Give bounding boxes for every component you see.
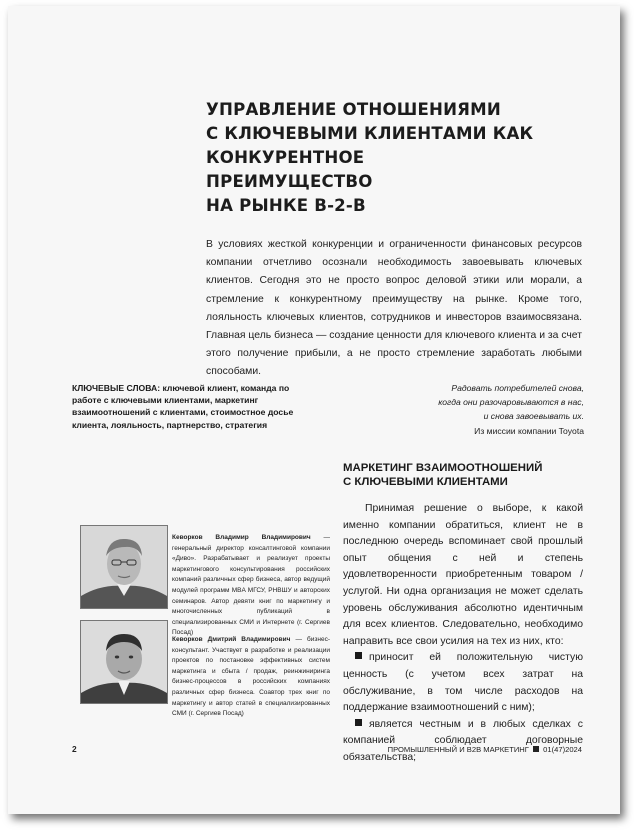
section-heading bbox=[343, 461, 583, 489]
author-description: — генеральный директор консалтинговой компании «Диво». Разрабатывает и реализует проекты маркетингового консультирования российских компаний различных сфер бизнеса, автор ведущий модулей программ MBA МГСУ, РНВШУ и авторских семинаров. Автор девяти книг по маркетингу и многочисленных публикаций в специализированных СМИ и Интернете (г. Сергиев Посад) bbox=[172, 534, 330, 637]
author-photo bbox=[80, 620, 168, 704]
title-line: НА РЫНКЕ В-2-В bbox=[206, 196, 366, 215]
author-name: Кеворков Владимир Владимирович bbox=[172, 534, 311, 541]
article-lead: В условиях жесткой конкуренции и ограниченности финансовых ресурсов компании отчетливо осознали необходимость завоевывать ключевых клиентов. Сегодня это не просто вопрос деловой этики или морали, а стремление к конкурентному преимуществу на рынке. Кроме того, лояльность ключевых клиентов, сотрудников и инвесторов взаимосвязана. Главная цель бизнеса — создание ценности для ключевого клиента и за счет этого получение прибыли, а не просто стремление заработать любыми способами. bbox=[206, 239, 583, 378]
section-heading-line: МАРКЕТИНГ ВЗАИМООТНОШЕНИЙ bbox=[343, 462, 543, 474]
bullet-item bbox=[343, 650, 583, 716]
author-photo bbox=[80, 525, 168, 609]
keywords-text: ключевой клиент, команда по работе с ключевыми клиентами, маркетинг взаимоотношений с клиентами, стоимостное досье клиента, лояльность, партнерство, стратегия bbox=[72, 383, 294, 430]
author-bio bbox=[172, 533, 330, 639]
bullet-text: является честным и в любых сделках с компанией соблюдает договорные обязательства; bbox=[343, 718, 583, 763]
bullet-item bbox=[343, 717, 583, 767]
body-paragraph: Принимая решение о выборе, к какой именно компании обратиться, клиент не в последнюю очередь вспоминает свой прошлый опыт общения с ней и степень удовлетворенности приобретенным товаром / услугой. Ни одна организация не может сделать уровень обслуживания абсолютно идентичным для всех клиентов. Следовательно, необходимо направить все свои усилия на тех из них, кто: bbox=[343, 503, 583, 647]
epigraph bbox=[380, 381, 584, 438]
article-title bbox=[206, 98, 536, 218]
bullet-square-icon bbox=[355, 719, 362, 726]
author-description: — бизнес-консультант. Участвует в разработке и реализации проектов по постановке эффективных систем маркетинга и сбыта / продаж, реинжиниринга бизнес-процессов в российских компаниях различных сфер бизнеса. Соавтор трех книг по маркетингу и автор статей в специализированных СМИ (г. Сергиев Посад) bbox=[172, 636, 330, 718]
title-line: С КЛЮЧЕВЫМИ КЛИЕНТАМИ КАК bbox=[206, 124, 534, 143]
epigraph-line: Радовать потребителей снова, bbox=[451, 383, 584, 393]
section-body bbox=[343, 501, 583, 767]
title-line: УПРАВЛЕНИЕ ОТНОШЕНИЯМИ bbox=[206, 100, 501, 119]
epigraph-line: когда они разочаровываются в нас, bbox=[438, 397, 584, 408]
epigraph-source: Из миссии компании Toyota bbox=[474, 425, 584, 436]
keywords-block bbox=[72, 382, 308, 431]
issue-number: 01(47)2024 bbox=[543, 745, 582, 754]
section-heading-line: С КЛЮЧЕВЫМИ КЛИЕНТАМИ bbox=[343, 476, 508, 488]
keywords-label: КЛЮЧЕВЫЕ СЛОВА: bbox=[72, 383, 161, 393]
title-line: КОНКУРЕНТНОЕ ПРЕИМУЩЕСТВО bbox=[206, 148, 373, 191]
bullet-square-icon bbox=[355, 652, 362, 659]
author-bio bbox=[172, 635, 330, 720]
author-name: Кеворков Дмитрий Владимирович bbox=[172, 636, 291, 643]
magazine-name: ПРОМЫШЛЕННЫЙ И B2B МАРКЕТИНГ bbox=[387, 745, 529, 754]
separator-square-icon bbox=[533, 746, 539, 752]
epigraph-line: и снова завоевывать их. bbox=[483, 411, 584, 422]
page-number: 2 bbox=[72, 744, 77, 754]
running-footer bbox=[388, 745, 582, 754]
bullet-text: приносит ей положительную чистую ценность (с учетом всех затрат на обслуживание, в том числе расходов на поддержание взаимоотношений с ним); bbox=[343, 652, 583, 714]
